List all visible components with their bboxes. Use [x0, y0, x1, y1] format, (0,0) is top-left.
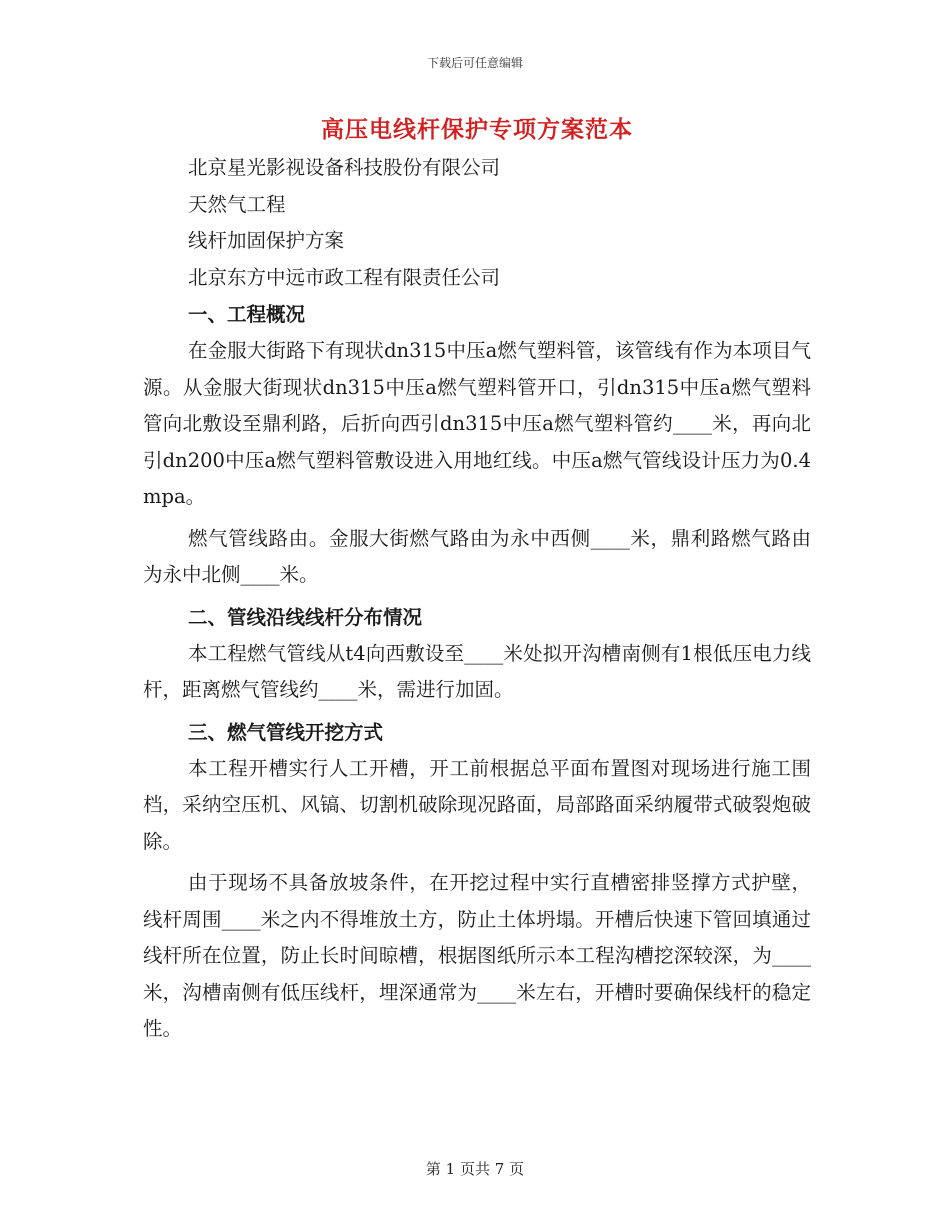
section-1-paragraph-2: 燃气管线路由。金服大街燃气路由为永中西侧____米，鼎利路燃气路由为永中北侧____米。	[143, 526, 811, 586]
section-heading-1: 一、工程概况	[188, 303, 306, 326]
intro-line-company: 北京星光影视设备科技股份有限公司	[188, 156, 501, 179]
intro-line-contractor: 北京东方中远市政工程有限责任公司	[188, 265, 501, 289]
section-3-paragraph-2: 由于现场不具备放坡条件，在开挖过程中实行直槽密排竖撑方式护壁，线杆周围____米之内不得堆放土方，防止土体坍塌。开槽后快速下管回填通过线杆所在位置，防止长时间晾槽，根据图纸所示本工程沟槽挖深较深，为____米，沟槽南侧有低压线杆，埋深通常为____米左右，开槽时要确保线杆的稳定性。	[143, 871, 811, 1040]
section-heading-2: 二、管线沿线线杆分布情况	[188, 605, 423, 629]
section-2-paragraph-1: 本工程燃气管线从t4向西敷设至____米处拟开沟槽南侧有1根低压电力线杆，距离燃气管线约____米，需进行加固。	[143, 641, 811, 701]
intro-line-plan: 线杆加固保护方案	[188, 229, 345, 252]
intro-line-project: 天然气工程	[188, 192, 286, 216]
page-header-note: 下载后可任意编辑	[426, 56, 523, 70]
document-body	[143, 112, 811, 1053]
section-heading-3: 三、燃气管线开挖方式	[188, 720, 384, 744]
section-1-paragraph-1: 在金服大街路下有现状dn315中压a燃气塑料管，该管线有作为本项目气源。从金服大街现状dn315中压a燃气塑料管开口，引dn315中压a燃气塑料管向北敷设至鼎利路，后折向西引dn315中压a燃气塑料管约____米，再向北引dn200中压a燃气塑料管敷设进入用地红线。中压a燃气管线设计压力为0.4mpa。	[143, 339, 811, 508]
page-number: 第 1 页共 7 页	[425, 1160, 525, 1178]
document-title: 高压电线杆保护专项方案范本	[321, 116, 633, 143]
section-3-paragraph-1: 本工程开槽实行人工开槽，开工前根据总平面布置图对现场进行施工围档，采纳空压机、风镐、切割机破除现况路面，局部路面采纳履带式破裂炮破除。	[143, 756, 811, 853]
